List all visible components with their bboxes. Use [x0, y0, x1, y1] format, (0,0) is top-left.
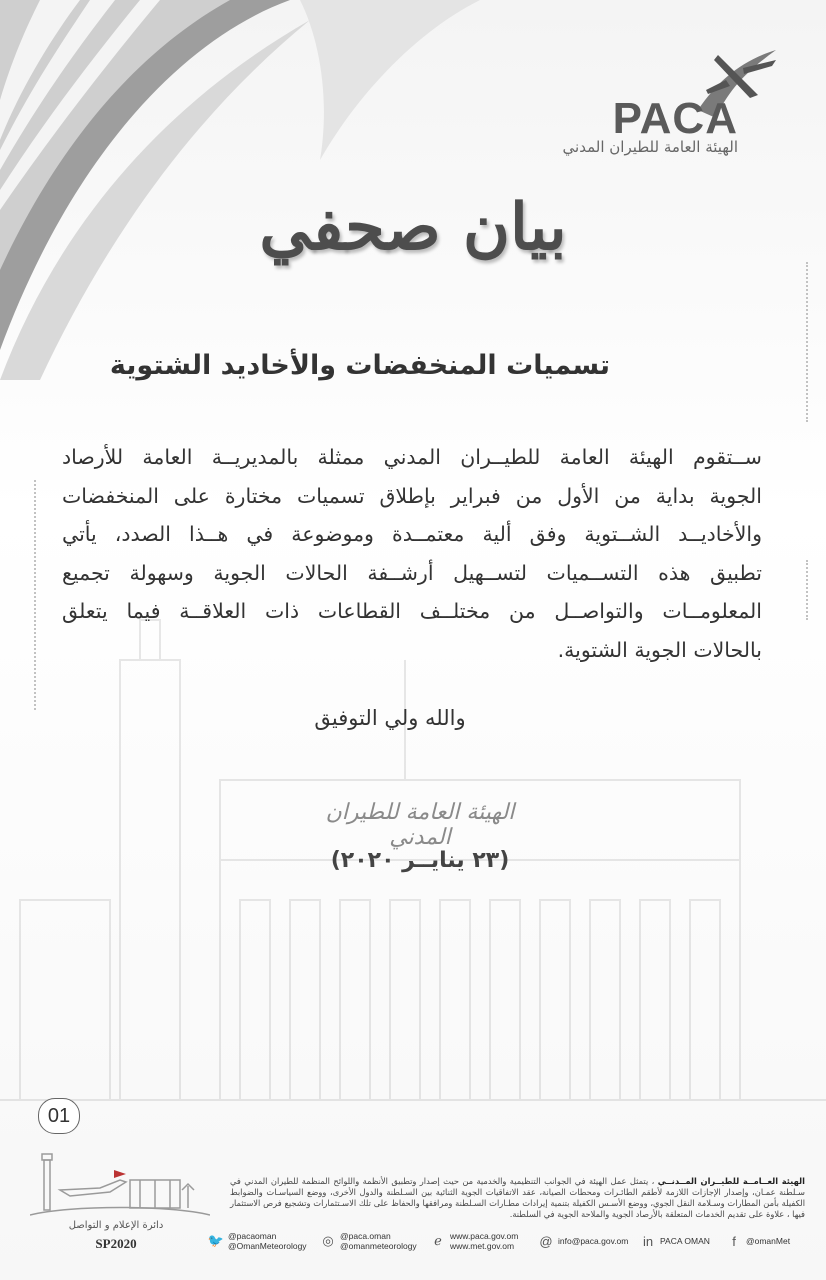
- body-line: ســتقوم الهيئة العامة للطيــران المدني ممثلة بالمديريــة العامة للأرصاد: [62, 445, 762, 469]
- calligraphy-signature: الهيئة العامة للطيران المدني: [325, 800, 515, 850]
- body-line: والأخاديــد الشــتوية وفق ألية معتمــدة وموضوعة في هــذا الصدد، يأتي: [62, 522, 762, 547]
- right-dotted-line-upper: [806, 262, 808, 422]
- instagram-contact[interactable]: [320, 1228, 417, 1254]
- web-icon: ℯ: [434, 1233, 442, 1248]
- email-icon: @: [539, 1233, 553, 1249]
- email-contact[interactable]: [538, 1228, 628, 1254]
- website-url: www.paca.gov.om: [450, 1231, 519, 1241]
- about-lead: الهيئة العــامــة للطيــران المــدنــي: [657, 1176, 806, 1186]
- instagram-handle: @paca.oman: [340, 1231, 391, 1241]
- headline: تسميات المنخفضات والأخاديد الشتوية: [109, 350, 611, 381]
- website-url: www.met.gov.om: [450, 1241, 515, 1251]
- twitter-icon: 🐦: [207, 1233, 225, 1248]
- website-contact[interactable]: [430, 1228, 518, 1254]
- email-address: info@paca.gov.om: [558, 1236, 629, 1246]
- about-paca-text: [230, 1176, 805, 1220]
- release-date: (٢٣ ينايــر ٢٠٢٠): [330, 848, 510, 873]
- department-name: دائرة الإعلام و التواصل: [68, 1220, 164, 1231]
- logo-arabic-name: الهيئة العامة للطيران المدني: [562, 138, 738, 156]
- body-line: بالحالات الجوية الشتوية.: [557, 637, 762, 662]
- instagram-icon: ◎: [322, 1233, 334, 1248]
- twitter-contact[interactable]: [208, 1228, 307, 1254]
- body-line: المعلومــات والتواصــل من مختلــف القطاعات ذات العلاقــة فيما يتعلق: [62, 599, 762, 624]
- page-number: 01: [38, 1098, 80, 1134]
- body-line: تطبيق هذه التســميات لتســهيل أرشــفة الحالات الجوية وسهولة تجميع: [62, 560, 762, 585]
- left-dotted-line-upper: [34, 480, 36, 710]
- logo-acronym: PACA: [612, 94, 738, 143]
- body-line: الجوية بداية من الأول من فبراير بإطلاق تسميات مختارة على المنخفضات: [62, 483, 762, 508]
- press-release-title: بيان صحفي: [259, 190, 567, 265]
- facebook-handle: @omanMet: [746, 1236, 791, 1246]
- paca-logo: [562, 40, 778, 160]
- right-dotted-line-lower: [806, 560, 808, 620]
- closing-phrase: والله ولي التوفيق: [314, 706, 466, 730]
- linkedin-icon: in: [642, 1233, 654, 1249]
- release-code: SP2020: [95, 1236, 137, 1251]
- facebook-contact[interactable]: [726, 1228, 790, 1254]
- footer-airport-illustration: [30, 1150, 210, 1220]
- background-building-watermark: [0, 600, 826, 1160]
- body-paragraph: [62, 438, 762, 670]
- about-body: ، يتمثل عمل الهيئة في الجوانب التنظيمية والخدمية من حيث إصدار وتطبيق الأنظمة واللوائح المنظمة للطيران المدني في سـلطنة عمـان، وإصدار الإجازات اللازمة لأطقم الطائـرات ومحطات الصيانة، عقد الاتفاقيات الجوية الثنائية بين السـلطنة والدول الأخرى، ووضع السياسـات والضوابط الكفيلة بأمن المطارات وسـلامة النقل الجوي، ووضع الأسـس الكفيلة بتنمية إيرادات مطـارات السـلطنة ومرافقها والحفاظ على تلك الاسـتثمارات وتشجيع فرص الاستثمار فيها ، علاوة على تقديم الخدمات المتعلقة بالأرصاد الجوية والملاحة الجوية في السلطنة.: [230, 1176, 805, 1219]
- twitter-handle: @pacaoman: [228, 1231, 277, 1241]
- facebook-icon: f: [732, 1233, 736, 1249]
- instagram-handle: @omanmeteorology: [340, 1241, 417, 1251]
- twitter-handle: @OmanMeteorology: [228, 1241, 307, 1251]
- linkedin-name: PACA OMAN: [660, 1236, 710, 1246]
- linkedin-contact[interactable]: [640, 1228, 710, 1254]
